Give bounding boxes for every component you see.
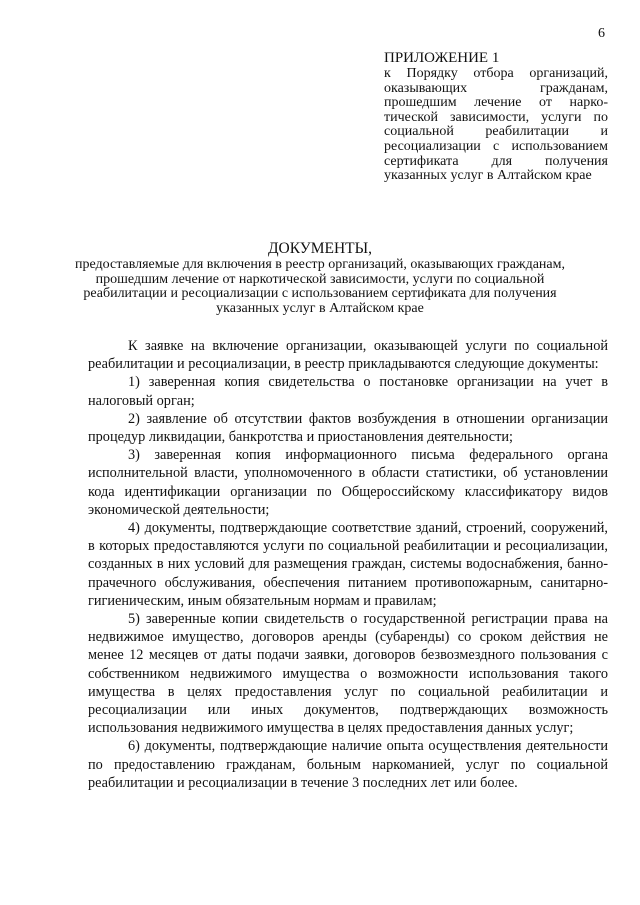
document-heading bbox=[60, 240, 580, 317]
intro-paragraph: К заявке на включение организации, оказывающей услуги по социальной реабилитации и ресоциализации, в реестр прикладываются следующие документы: bbox=[88, 338, 608, 373]
document-body bbox=[88, 337, 608, 792]
list-item: 6) документы, подтверждающие наличие опыта осуществления деятельности по предоставлению гражданам, больным наркоманией, услуг по социальной реабилитации и ресоциализации в течение 3 последних лет или более. bbox=[88, 738, 608, 791]
appendix-text: к Порядку отбора организаций, оказывающих гражданам, прошедшим лечение от наркотической зависимости, услуги по социальной реабилитации и ресоциализации с использованием сертификата для получения указанных услуг в Алтайском крае bbox=[384, 66, 608, 184]
list-item: 5) заверенные копии свидетельств о государственной регистрации права на недвижимое имущество, договоров аренды (субаренды) со сроком действия не менее 12 месяцев от даты подачи заявки, договоров безвозмездного пользования с собственником недвижимого имущества о возможности использования такого имущества в целях предоставления услуг по социальной реабилитации и ресоциализации или иных документов, подтверждающих возможность использования недвижимого имущества в целях предоставления данных услуг; bbox=[88, 611, 608, 737]
list-item: 2) заявление об отсутствии фактов возбуждения в отношении организации процедур ликвидации, банкротства и приостановления деятельности; bbox=[88, 410, 608, 446]
appendix-title: ПРИЛОЖЕНИЕ 1 bbox=[384, 50, 500, 66]
list-item: 1) заверенная копия свидетельства о постановке организации на учет в налоговый орган; bbox=[88, 374, 608, 409]
list-item: 4) документы, подтверждающие соответствие зданий, строений, сооружений, в которых предоставляются услуги по социальной реабилитации и ресоциализации, созданных в них условий для размещения граждан, системы водоснабжения, банно-прачечного обслуживания, обеспечения питанием противопожарным, санитарно-гигиеническим, иным обязательным нормам и правилам; bbox=[88, 520, 608, 609]
page-number: 6 bbox=[598, 26, 605, 41]
heading-title: ДОКУМЕНТЫ, bbox=[267, 240, 373, 257]
heading-subtitle: предоставляемые для включения в реестр организаций, оказывающих гражданам, прошедшим лечение от наркотической зависимости, услуги по социальной реабилитации и ресоциализации с использованием сертификата для получения указанных услуг в Алтайском крае bbox=[75, 257, 565, 317]
list-item: 3) заверенная копия информационного письма федерального органа исполнительной власти, уполномоченного в области статистики, об установлении кода идентификации организации по Общероссийскому классификатору видов экономической деятельности; bbox=[88, 447, 608, 518]
appendix-block bbox=[384, 50, 608, 184]
